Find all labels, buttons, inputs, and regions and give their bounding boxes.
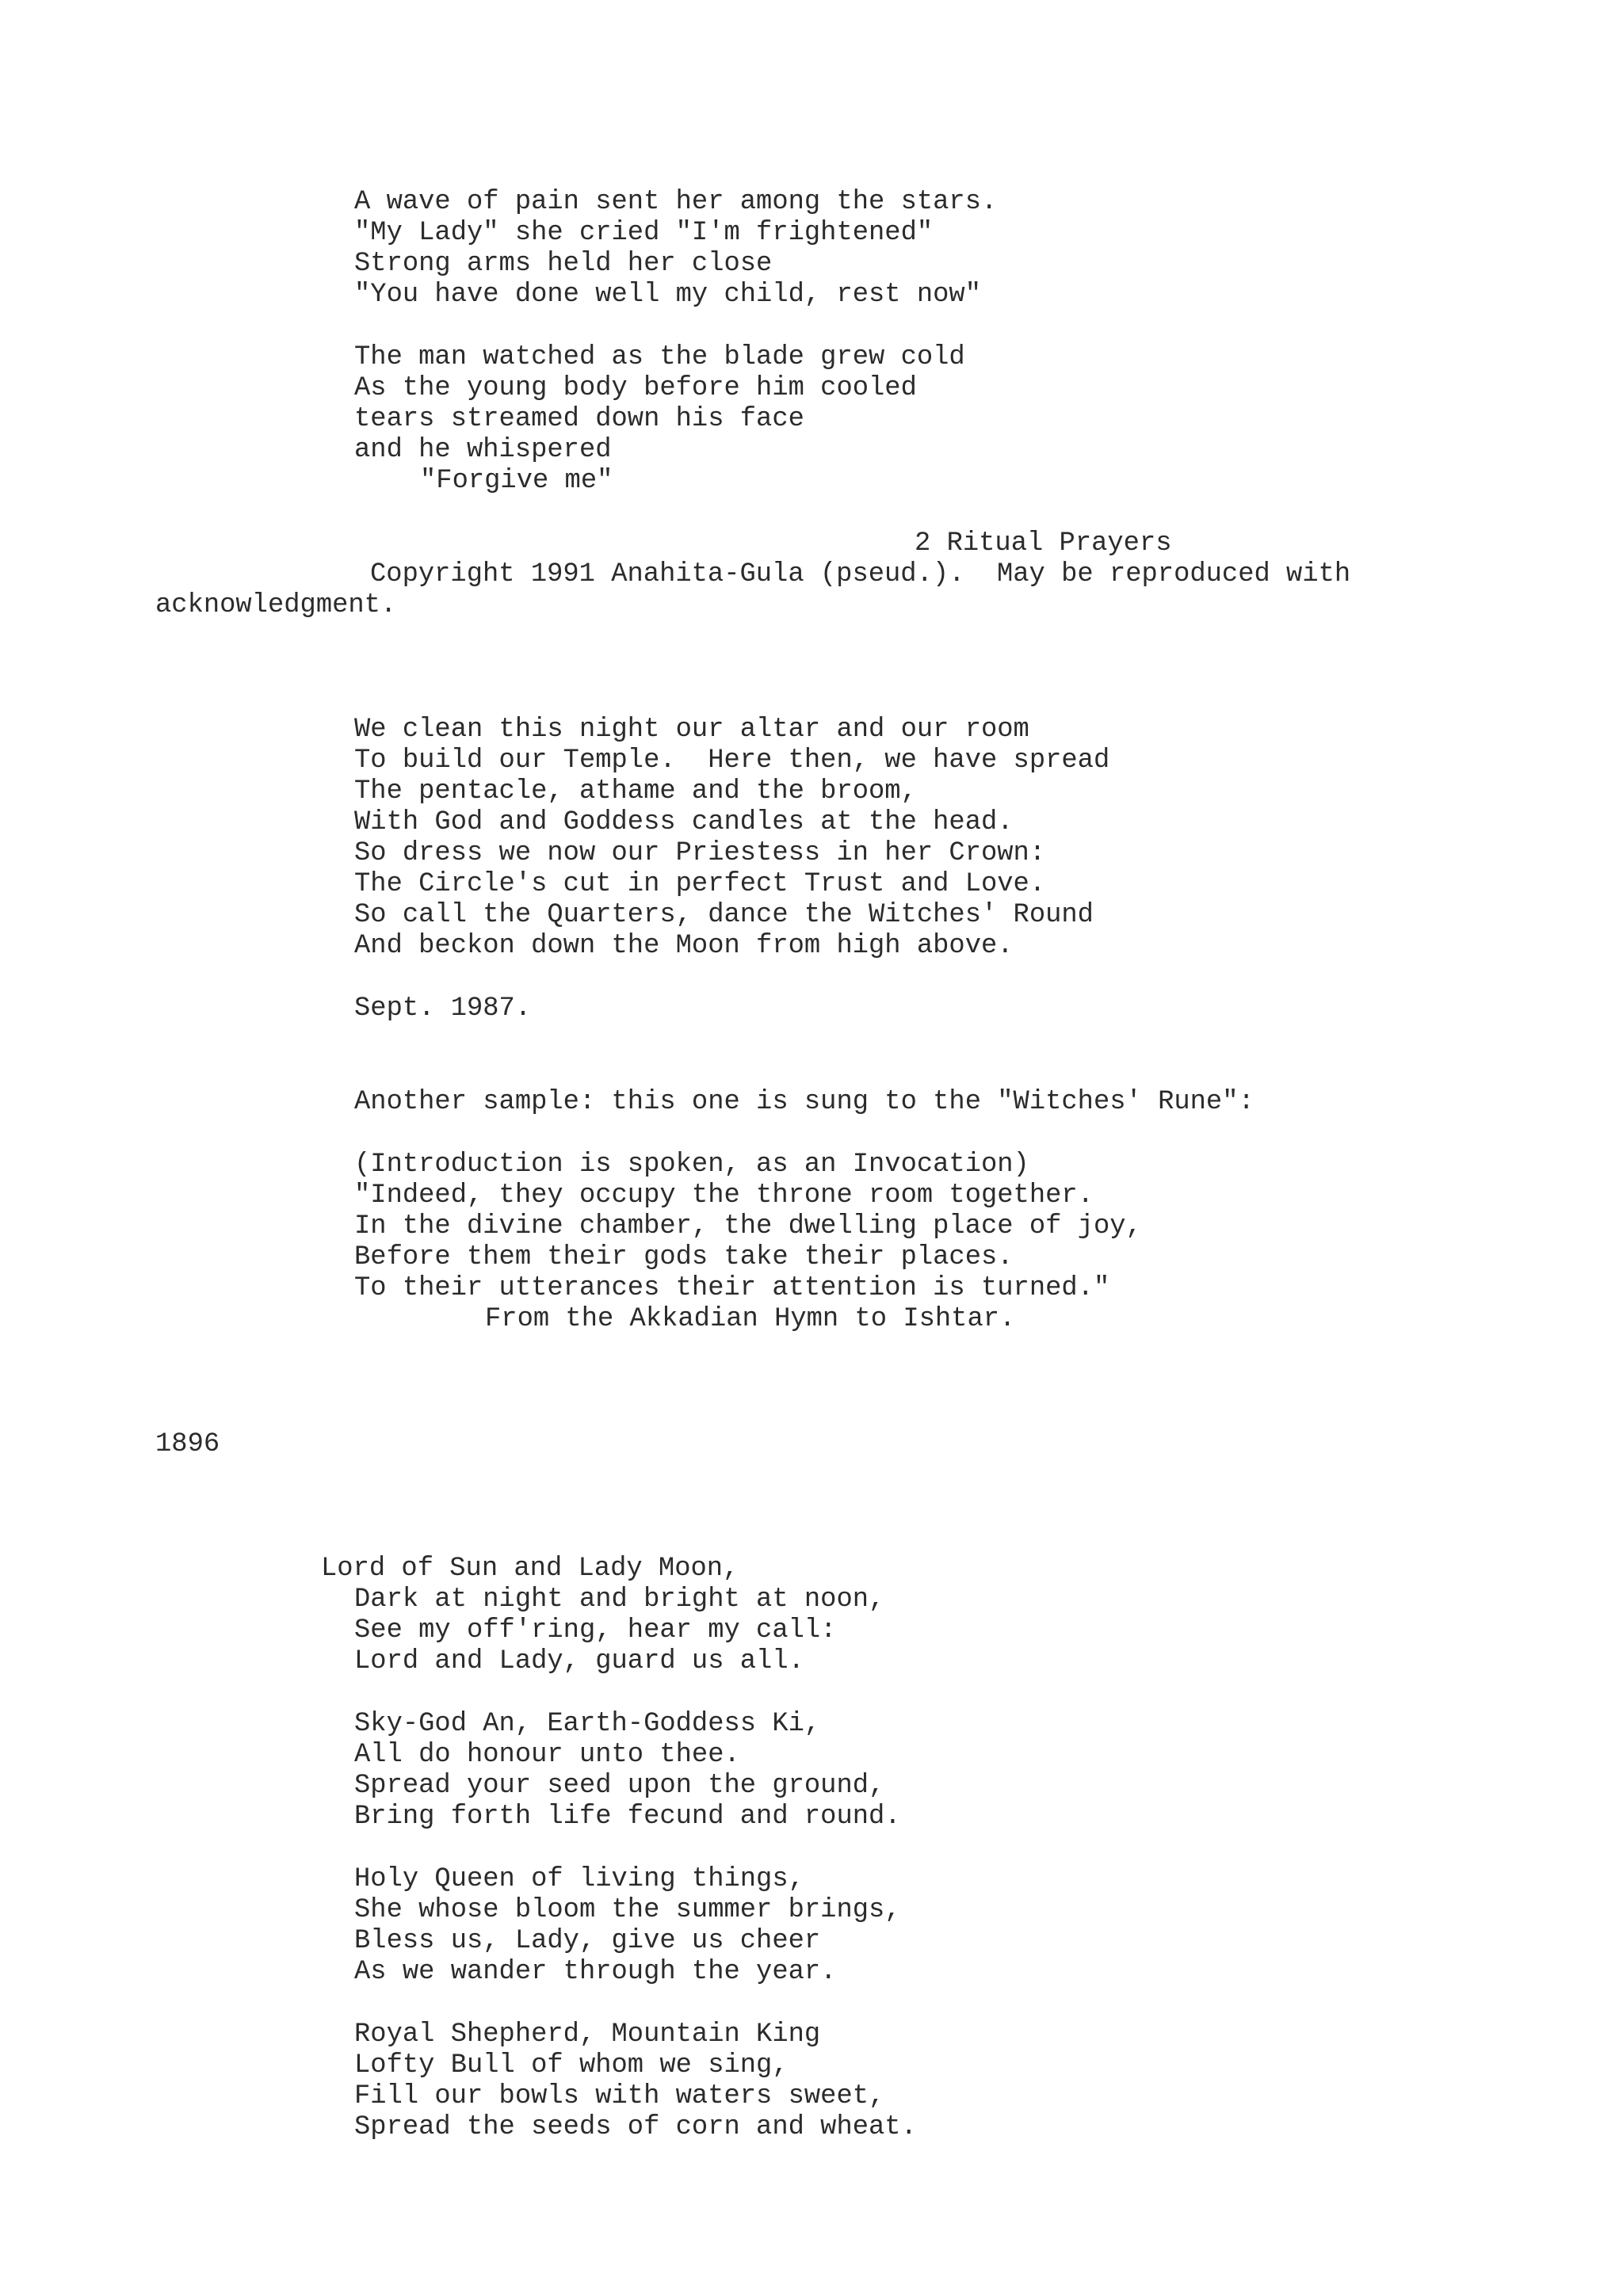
quote-line: In the divine chamber, the dwelling place of joy, (354, 1211, 1142, 1241)
poem-line: Strong arms held her close (354, 249, 773, 279)
invocation-note: (Introduction is spoken, as an Invocation) (354, 1150, 1029, 1180)
prayer-line: We clean this night our altar and our room (354, 715, 1029, 745)
hymn-line: Holy Queen of living things, (354, 1864, 804, 1894)
hymn-line: Bless us, Lady, give us cheer (354, 1926, 821, 1956)
poem-line: A wave of pain sent her among the stars. (354, 187, 998, 217)
prayer-line: So dress we now our Priestess in her Crown: (354, 838, 1046, 868)
sample-intro: Another sample: this one is sung to the "Witches' Rune": (354, 1087, 1254, 1117)
prayer-line: And beckon down the Moon from high above. (354, 931, 1014, 961)
hymn-line: Spread the seeds of corn and wheat. (354, 2112, 917, 2142)
prayer-line: With God and Goddess candles at the head. (354, 807, 1014, 837)
hymn-line: All do honour unto thee. (354, 1740, 740, 1770)
poem-line: As the young body before him cooled (354, 373, 917, 403)
prayer-date: Sept. 1987. (354, 994, 532, 1024)
hymn-line: Dark at night and bright at noon, (354, 1585, 885, 1615)
hymn-line: Lofty Bull of whom we sing, (354, 2050, 789, 2081)
hymn-line: Fill our bowls with waters sweet, (354, 2081, 885, 2111)
quote-line: "Indeed, they occupy the throne room together. (354, 1180, 1094, 1211)
poem-line: "Forgive me" (420, 466, 613, 496)
poem-line: "My Lady" she cried "I'm frightened" (354, 218, 934, 248)
copyright-line: acknowledgment. (155, 590, 397, 620)
poem-line: The man watched as the blade grew cold (354, 342, 965, 372)
prayer-line: To build our Temple. Here then, we have spread (354, 746, 1110, 776)
hymn-line: Sky-God An, Earth-Goddess Ki, (354, 1709, 821, 1739)
poem-line: tears streamed down his face (354, 404, 804, 434)
quote-attribution: From the Akkadian Hymn to Ishtar. (485, 1304, 1016, 1334)
section-title: 2 Ritual Prayers (915, 528, 1172, 559)
hymn-line: Bring forth life fecund and round. (354, 1802, 901, 1832)
hymn-line: She whose bloom the summer brings, (354, 1895, 901, 1925)
quote-line: Before them their gods take their places. (354, 1242, 1014, 1272)
hymn-line: Royal Shepherd, Mountain King (354, 2019, 821, 2050)
prayer-line: So call the Quarters, dance the Witches' Round (354, 900, 1094, 930)
hymn-line: As we wander through the year. (354, 1957, 837, 1987)
quote-line: To their utterances their attention is turned." (354, 1273, 1110, 1303)
page-marker: 1896 (155, 1429, 220, 1459)
hymn-line: Lord and Lady, guard us all. (354, 1646, 804, 1676)
hymn-line: Lord of Sun and Lady Moon, (321, 1554, 739, 1584)
poem-line: and he whispered (354, 435, 612, 465)
hymn-line: See my off'ring, hear my call: (354, 1615, 837, 1646)
poem-line: "You have done well my child, rest now" (354, 280, 981, 310)
copyright-line: Copyright 1991 Anahita-Gula (pseud.). May be reproduced with (370, 559, 1351, 589)
hymn-line: Spread your seed upon the ground, (354, 1771, 885, 1801)
prayer-line: The pentacle, athame and the broom, (354, 776, 917, 807)
prayer-line: The Circle's cut in perfect Trust and Love. (354, 869, 1046, 899)
